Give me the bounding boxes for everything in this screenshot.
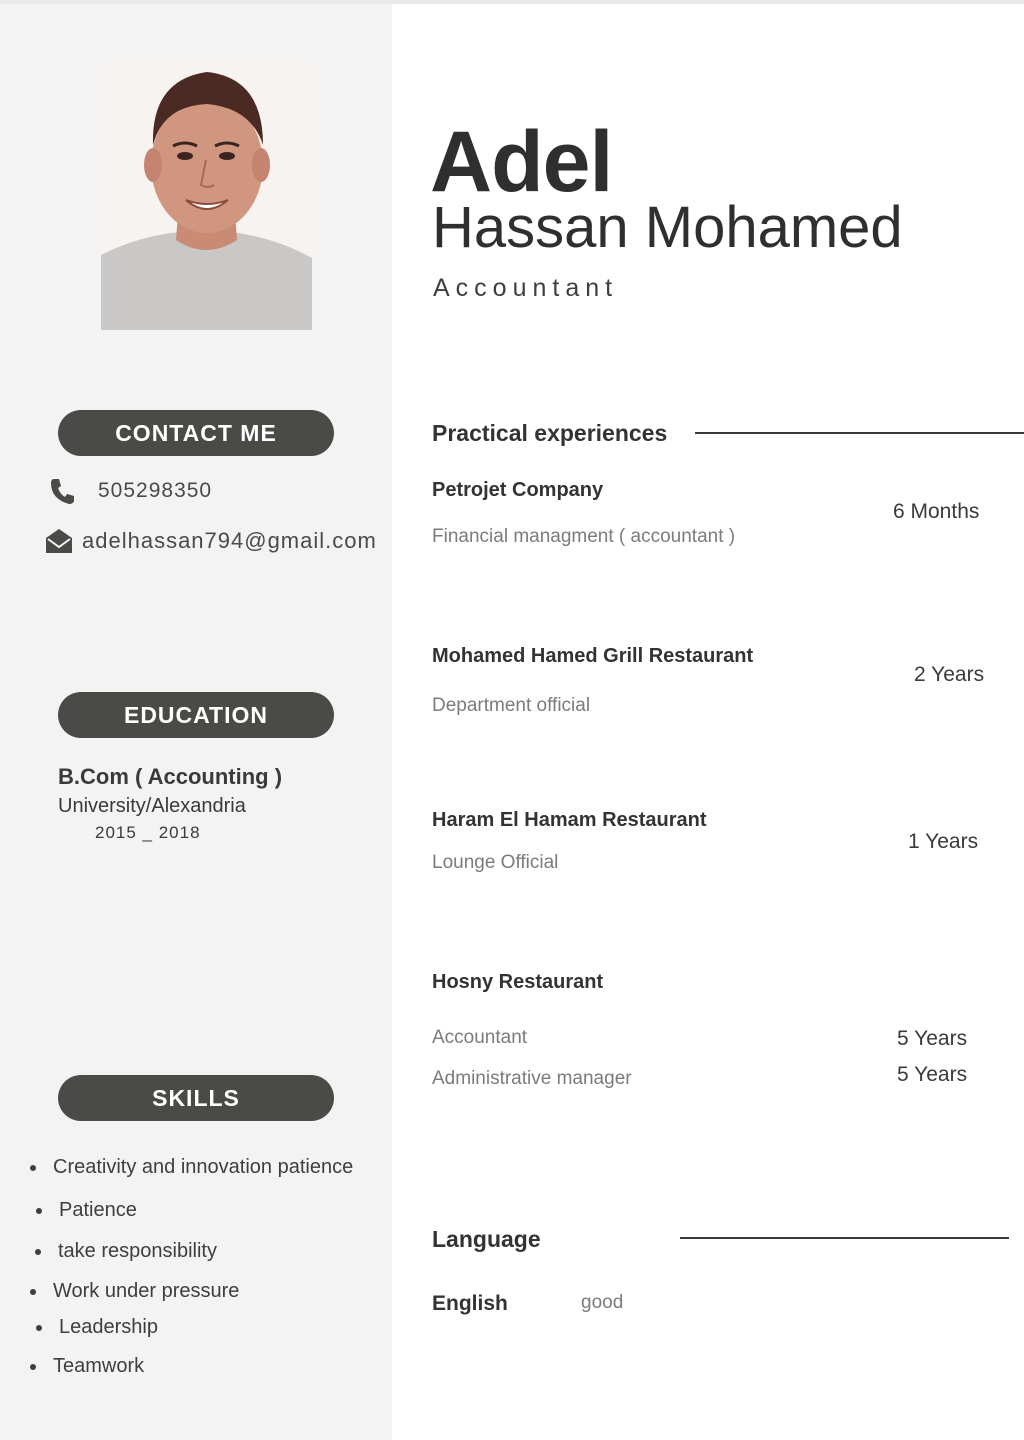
job-duration: 2 Years	[914, 663, 985, 686]
job-duration: 5 Years	[897, 1027, 968, 1050]
job-role: Financial managment ( accountant )	[432, 526, 736, 547]
bullet-icon	[30, 1289, 36, 1295]
education-university: University/Alexandria	[58, 795, 246, 817]
skill-label: Teamwork	[53, 1355, 145, 1377]
bullet-icon	[36, 1208, 42, 1214]
job-company: Hosny Restaurant	[432, 971, 604, 993]
language-heading: Language	[432, 1226, 541, 1252]
envelope-icon	[45, 527, 73, 555]
skill-item	[30, 1355, 144, 1378]
job-title: Accountant	[433, 274, 619, 302]
phone-icon	[48, 477, 76, 505]
bullet-icon	[30, 1165, 36, 1171]
language-rule	[680, 1237, 1009, 1239]
profile-photo	[101, 60, 312, 330]
language-name: English	[432, 1292, 508, 1315]
email-address[interactable]: adelhassan794@gmail.com	[82, 528, 377, 553]
skill-label: take responsibility	[58, 1240, 217, 1262]
job-duration: 1 Years	[908, 830, 979, 853]
education-years: 2015 _ 2018	[95, 823, 201, 842]
skills-heading: SKILLS	[58, 1075, 334, 1121]
education-heading: EDUCATION	[58, 692, 334, 738]
skill-label: Leadership	[59, 1316, 158, 1338]
education-degree: B.Com ( Accounting )	[58, 764, 283, 789]
bullet-icon	[36, 1325, 42, 1331]
skill-label: Work under pressure	[53, 1280, 240, 1302]
skill-item	[30, 1156, 353, 1179]
last-name: Hassan Mohamed	[432, 195, 903, 260]
skill-label: Patience	[59, 1199, 137, 1221]
job-role: Department official	[432, 695, 591, 716]
job-role: Administrative manager	[432, 1068, 632, 1089]
bullet-icon	[30, 1364, 36, 1370]
job-company: Haram El Hamam Restaurant	[432, 809, 707, 831]
experience-heading: Practical experiences	[432, 420, 668, 446]
job-duration: 5 Years	[897, 1063, 968, 1086]
skill-item	[36, 1199, 137, 1222]
contact-email-row	[45, 527, 377, 555]
skill-item	[30, 1280, 239, 1303]
contact-phone-row	[48, 477, 212, 505]
job-company: Mohamed Hamed Grill Restaurant	[432, 645, 754, 667]
experience-rule	[695, 432, 1024, 434]
language-level: good	[581, 1292, 624, 1313]
job-role: Accountant	[432, 1027, 528, 1048]
phone-number[interactable]: 505298350	[98, 479, 213, 502]
skill-label: Creativity and innovation patience	[53, 1156, 354, 1178]
skill-item	[35, 1240, 217, 1263]
contact-heading: CONTACT ME	[58, 410, 334, 456]
first-name: Adel	[430, 114, 613, 210]
job-duration: 6 Months	[893, 500, 980, 523]
bullet-icon	[35, 1249, 41, 1255]
skill-item	[36, 1316, 158, 1339]
job-role: Lounge Official	[432, 852, 559, 873]
job-company: Petrojet Company	[432, 479, 604, 501]
